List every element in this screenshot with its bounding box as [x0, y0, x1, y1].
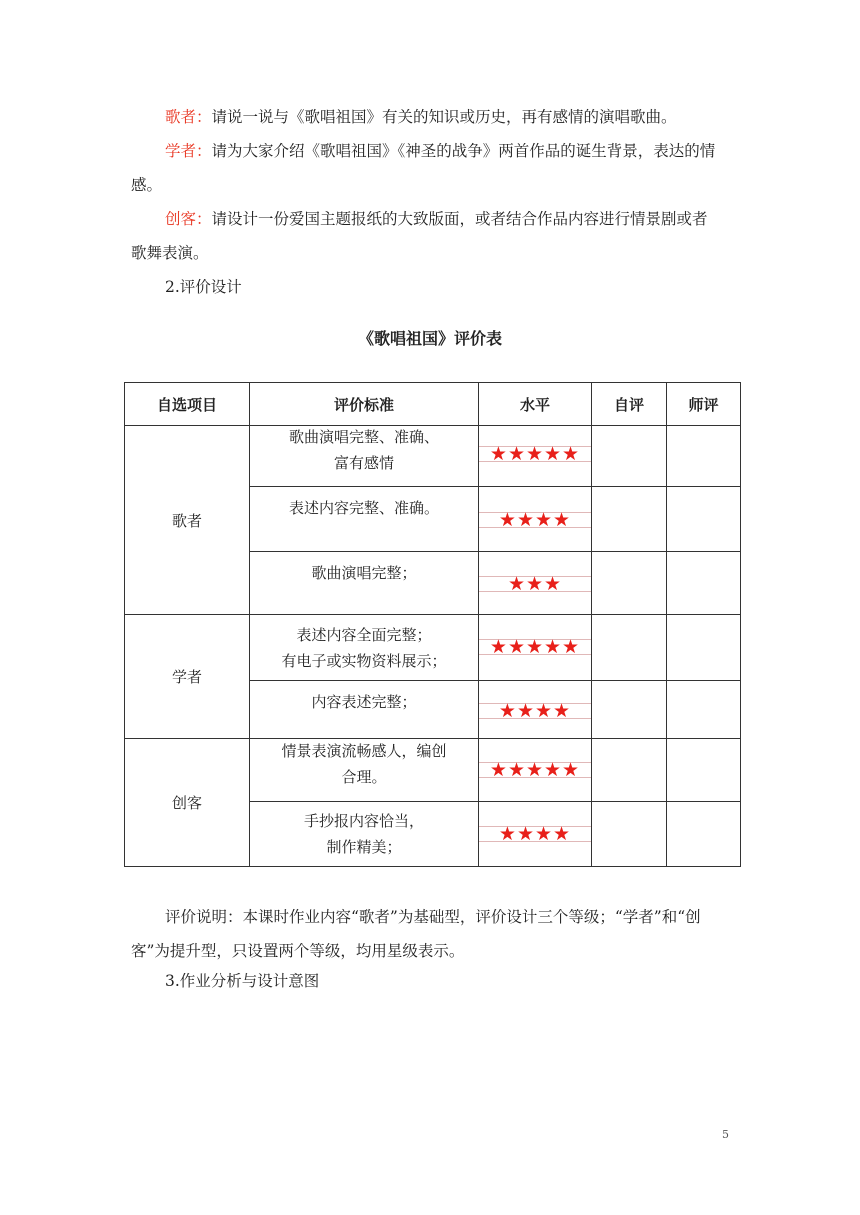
- criteria-cell: [250, 802, 479, 867]
- criteria-cell: [250, 426, 479, 487]
- role-label-singer: 歌者：: [165, 108, 212, 126]
- teacher-eval-cell[interactable]: [667, 681, 741, 739]
- criteria-line: 有电子或实物资料展示；: [281, 651, 447, 670]
- teacher-eval-cell[interactable]: [667, 615, 741, 681]
- evaluation-table: [124, 382, 741, 867]
- evaluation-note: 评价说明：本课时作业内容“歌者”为基础型，评价设计三个等级；“学者”和“创客”为提升型，只设置两个等级，均用星级表示。: [131, 908, 701, 960]
- star-rating: ★★★★★: [489, 636, 581, 658]
- paragraph-scholar: [131, 134, 721, 202]
- level-cell: [479, 681, 592, 739]
- teacher-eval-cell[interactable]: [667, 552, 741, 615]
- criteria-line: 情景表演流畅感人，编创: [281, 742, 447, 760]
- level-cell: [479, 739, 592, 802]
- self-eval-cell[interactable]: [592, 487, 667, 552]
- group-name-maker: 创客: [125, 739, 250, 867]
- table-header-row: [125, 383, 741, 426]
- star-rating: ★★★★★: [489, 759, 581, 781]
- header-level: 水平: [479, 383, 592, 426]
- self-eval-cell[interactable]: [592, 426, 667, 487]
- criteria-line: 表述内容完整、准确。: [288, 499, 439, 517]
- criteria-line: 内容表述完整；: [311, 693, 417, 711]
- teacher-eval-cell[interactable]: [667, 426, 741, 487]
- table-row: [125, 426, 741, 487]
- role-label-scholar: 学者：: [165, 142, 212, 160]
- star-rating: ★★★★★: [489, 443, 581, 465]
- header-self-eval: 自评: [592, 383, 667, 426]
- self-eval-cell[interactable]: [592, 802, 667, 867]
- criteria-line: 手抄报内容恰当，: [303, 812, 424, 830]
- criteria-line: 歌曲演唱完整、准确、: [288, 428, 439, 446]
- criteria-cell: [250, 487, 479, 552]
- level-cell: [479, 487, 592, 552]
- table-row: [125, 615, 741, 681]
- criteria-line: 制作精美；: [326, 838, 402, 856]
- self-eval-cell[interactable]: [592, 739, 667, 802]
- star-rating: ★★★★: [498, 823, 572, 845]
- group-name-singer: 歌者: [125, 426, 250, 615]
- criteria-line: 合理。: [341, 768, 387, 786]
- criteria-line: 表述内容全面完整；: [296, 625, 432, 644]
- level-cell: [479, 615, 592, 681]
- criteria-cell: [250, 552, 479, 615]
- paragraph-scholar-text: 请为大家介绍《歌唱祖国》《神圣的战争》两首作品的诞生背景，表达的情感。: [131, 142, 716, 194]
- section-heading-3: 3.作业分析与设计意图: [165, 972, 320, 990]
- criteria-cell: [250, 739, 479, 802]
- self-eval-cell[interactable]: [592, 552, 667, 615]
- teacher-eval-cell[interactable]: [667, 487, 741, 552]
- star-rating: ★★★★: [498, 509, 572, 531]
- table-row: [125, 739, 741, 802]
- level-cell: [479, 552, 592, 615]
- table-title: 《歌唱祖国》评价表: [357, 329, 502, 348]
- section-heading-2: 2.评价设计: [165, 278, 242, 296]
- criteria-cell: [250, 615, 479, 681]
- paragraph-maker: [131, 202, 721, 270]
- paragraph-singer-text: 请说一说与《歌唱祖国》有关的知识或历史，再有感情的演唱歌曲。: [211, 108, 677, 126]
- header-item: 自选项目: [125, 383, 250, 426]
- paragraph-singer: [131, 100, 721, 134]
- teacher-eval-cell[interactable]: [667, 739, 741, 802]
- role-label-maker: 创客：: [165, 210, 212, 228]
- star-rating: ★★★: [507, 573, 563, 595]
- star-rating: ★★★★: [498, 700, 572, 722]
- header-teacher-eval: 师评: [667, 383, 741, 426]
- level-cell: [479, 802, 592, 867]
- self-eval-cell[interactable]: [592, 615, 667, 681]
- header-criteria: 评价标准: [250, 383, 479, 426]
- self-eval-cell[interactable]: [592, 681, 667, 739]
- teacher-eval-cell[interactable]: [667, 802, 741, 867]
- criteria-line: 歌曲演唱完整；: [311, 564, 417, 582]
- group-name-scholar: 学者: [125, 615, 250, 739]
- paragraph-maker-text: 请设计一份爱国主题报纸的大致版面，或者结合作品内容进行情景剧或者歌舞表演。: [131, 210, 708, 262]
- level-cell: [479, 426, 592, 487]
- page-number: 5: [722, 1128, 729, 1141]
- criteria-cell: [250, 681, 479, 739]
- criteria-line: 富有感情: [333, 454, 394, 472]
